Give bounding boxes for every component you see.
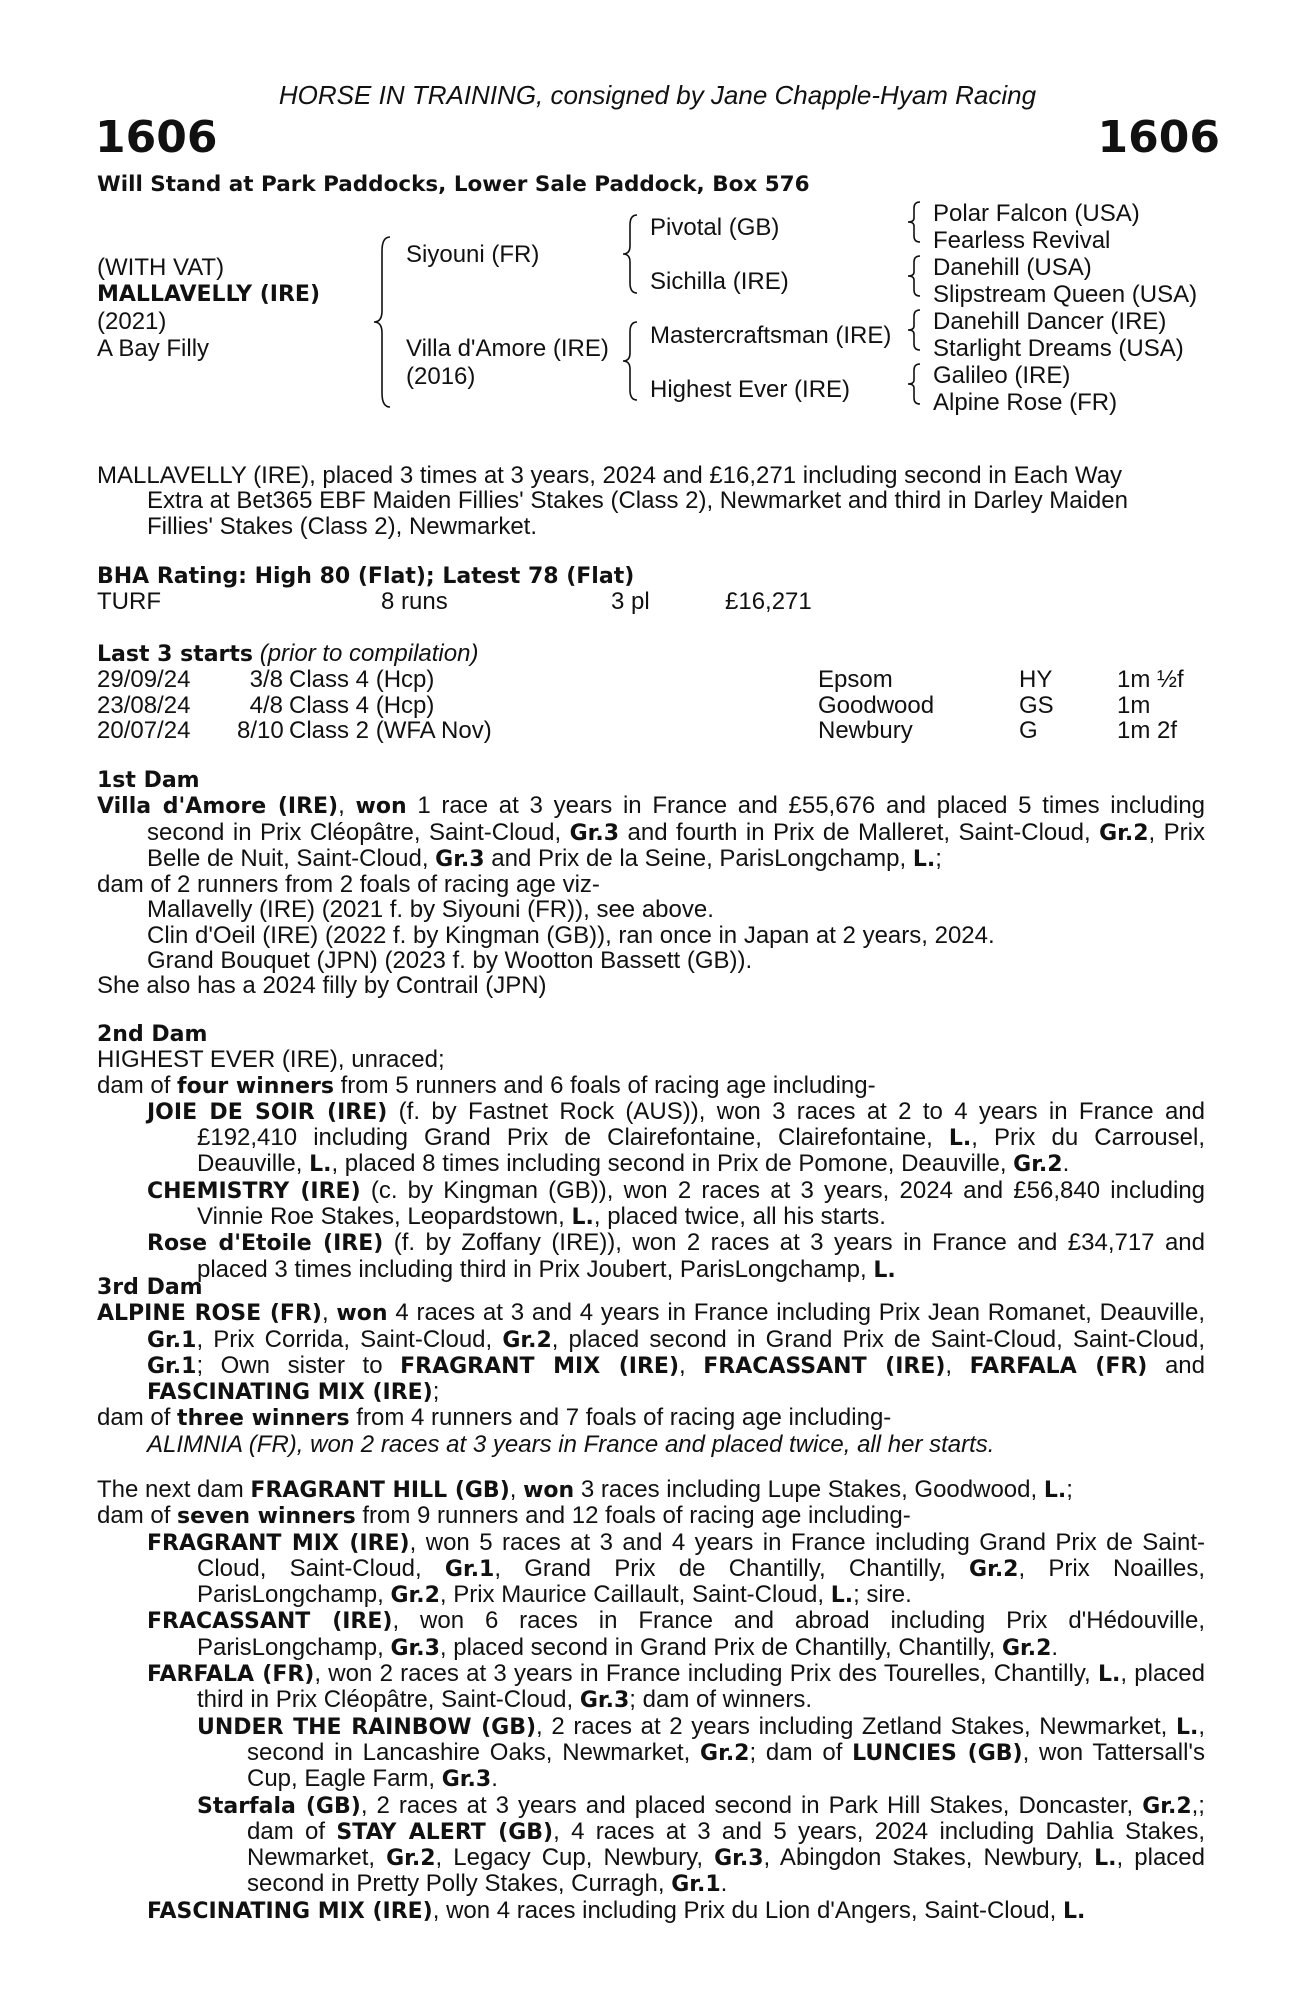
won-label: won [355,794,407,820]
produce-summary: dam of 2 runners from 2 foals of racing age viz- [97,871,600,899]
last-starts-title: Last 3 starts [97,642,254,667]
first-dam-heading: 1st Dam [97,768,200,793]
start-going: HY [1019,666,1053,694]
ancestor-ssd: Fearless Revival [933,227,1111,254]
brace-ss [905,200,923,244]
third-dam-name: ALPINE ROSE (FR) [97,1301,322,1327]
summary-line: Fillies' Stakes (Class 2), Newmarket. [147,512,537,540]
record-text: and [1147,1351,1205,1379]
record-text: , won 5 races at 3 and 4 years in France including Grand Prix de Saint-Cloud, Saint-Cloud, [197,1528,1206,1582]
dam-sire: Mastercraftsman (IRE) [650,322,892,349]
produce-name: UNDER THE RAINBOW (GB) [197,1714,537,1740]
record-text: The next dam [97,1476,251,1503]
second-dam-section [97,1022,1205,1283]
start-distance: 1m [1117,691,1151,719]
rating-runs: 8 runs [381,588,448,616]
winners-count: three winners [177,1406,350,1432]
grade-label: L. [1097,1662,1121,1688]
sibling-name: FASCINATING MIX (IRE) [147,1380,433,1406]
produce-entry [97,1099,1205,1178]
grade-label: Gr.2 [386,1846,436,1872]
grade-label: Gr.3 [714,1846,764,1872]
table-row [97,667,1205,692]
produce-name: FRACASSANT (IRE) [147,1609,393,1635]
grade-label: Gr.3 [569,820,620,846]
winners-count: four winners [177,1073,334,1099]
produce-summary [97,1503,1205,1529]
record-text: , Prix Belle de Nuit, Saint-Cloud, [147,818,1206,872]
record-text: , Prix Corrida, Saint-Cloud, [196,1325,503,1353]
dam-dam: Highest Ever (IRE) [650,376,851,403]
grade-label: Gr.2 [1099,820,1149,846]
foaling-year: (2021) [97,308,167,335]
record-text: . [491,1765,498,1793]
record-text: (f. by Fastnet Rock (AUS)), won 3 races at 2 to 4 years in France and £192,410 including Grand Prix de Clairefontaine, Clairefontaine, [197,1097,1206,1152]
table-row [97,718,1205,743]
record-text: , placed third in Prix Cléopâtre, Saint-Cloud, [197,1660,1205,1714]
ancestor-sss: Polar Falcon (USA) [933,200,1140,227]
record-text: ; [935,844,942,872]
start-class: Class 4 (Hcp) [289,666,435,694]
start-distance: 1m ½f [1117,666,1184,694]
racing-summary [97,463,1205,539]
grade-label: Gr.3 [441,1767,492,1793]
sire-name: Siyouni (FR) [406,241,540,268]
produce-entry [97,1898,1205,1924]
record-text: , won 2 races at 3 years in France including Prix des Tourelles, Chantilly, [314,1660,1098,1688]
record-text: ; dam of winners. [629,1686,813,1714]
record-text: ; Own sister to [196,1351,401,1379]
next-dam-record [97,1477,1205,1503]
produce-line: Clin d'Oeil (IRE) (2022 f. by Kingman (GB)), ran once in Japan at 2 years, 2024. [147,921,995,949]
produce-name: JOIE DE SOIR (IRE) [147,1099,388,1125]
record-text: , Prix Noailles, ParisLongchamp, [197,1554,1205,1609]
produce-entry [97,1793,1205,1898]
produce-name: FRAGRANT MIX (IRE) [147,1530,410,1556]
produce-name: Rose d'Etoile (IRE) [147,1231,384,1257]
summary-line: MALLAVELLY (IRE), placed 3 times at 3 years, 2024 and £16,271 including second in Each Way [97,462,1123,489]
record-text: ; sire. [853,1581,912,1609]
produce-name: Starfala (GB) [197,1793,361,1819]
record-text: , Prix du Carrousel, Deauville, [197,1124,1206,1178]
record-text: dam of [97,1502,178,1530]
record-text: , [679,1351,704,1379]
produce-summary [97,1405,1205,1431]
grade-label: Gr.2 [390,1583,440,1609]
record-text: , second in Lancashire Oaks, Newmarket, [247,1712,1205,1766]
produce-line: Grand Bouquet (JPN) (2023 f. by Wootton Bassett (GB)). [147,947,753,975]
produce-entry [97,1608,1205,1661]
sire-dam: Sichilla (IRE) [650,268,789,295]
ancestor-dss: Danehill Dancer (IRE) [933,308,1167,335]
grade-label: Gr.2 [1001,1635,1052,1661]
record-text: , Abingdon Stakes, Newbury, [763,1844,1095,1872]
record-text: dam of [97,1404,178,1432]
vat-note: (WITH VAT) [97,254,225,281]
record-text: ,; dam of [247,1791,1205,1845]
start-class: Class 4 (Hcp) [289,691,435,719]
produce-name: STAY ALERT (GB) [336,1819,554,1845]
consignor-header: HORSE IN TRAINING, consigned by Jane Chapple-Hyam Racing [278,80,1037,110]
ancestor-dds: Galileo (IRE) [933,362,1071,389]
grade-label: Gr.1 [444,1556,495,1582]
produce-name: FASCINATING MIX (IRE) [147,1898,433,1924]
start-going: GS [1019,691,1054,719]
produce-name: LUNCIES (GB) [852,1740,1023,1766]
record-text: , won 6 races in France and abroad including Prix d'Hédouville, ParisLongchamp, [197,1607,1205,1661]
record-text: 1 race at 3 years in France and £55,676 and placed 5 times including second in Prix Cléopâtre, Saint-Cloud, [147,792,1206,846]
produce-note: She also has a 2024 filly by Contrail (JPN) [97,972,547,1000]
horse-name: MALLAVELLY (IRE) [97,282,321,307]
grade-label: Gr.2 [969,1556,1019,1582]
record-text: . [1062,1150,1070,1178]
record-text: , placed twice, all his starts. [593,1203,886,1231]
table-row [97,693,1205,718]
sibling-name: FRAGRANT MIX (IRE) [400,1353,680,1379]
record-text: and fourth in Prix de Malleret, Saint-Cloud, [619,818,1100,846]
brace-dd [905,362,923,406]
rating-surface: TURF [97,588,161,616]
dam-year: (2016) [406,363,476,390]
record-text: 4 races at 3 and 4 years in France including Prix Jean Romanet, Deauville, [387,1299,1205,1327]
grade-label: L. [912,846,936,872]
record-text: 3 races including Lupe Stakes, Goodwood, [574,1476,1044,1503]
start-position: 3/8 [249,666,283,694]
first-dam-record: Villa d'Amore (IRE), won 1 race at 3 years in France and £55,676 and placed 5 times including second in Prix Cléopâtre, Saint-Cloud, Gr.3 and fourth in Prix de Malleret, Saint-Cloud, Gr.2, Prix Belle de Nuit, Saint-Cloud, Gr.3 and Prix de la Seine, ParisLongchamp, L.; [97,792,1206,872]
record-text: ; [432,1378,440,1406]
third-dam-record: ALPINE ROSE (FR), won 4 races at 3 and 4 years in France including Prix Jean Romanet, Deauville, Gr.1, Prix Corrida, Saint-Cloud, Gr.2, placed second in Grand Prix de Saint-Cloud, Saint-Cloud, Gr.1; Own sister to FRAGRANT MIX (IRE), FRACASSANT (IRE), FARFALA (FR) and FASCINATING MIX (IRE); [97,1299,1205,1406]
start-class: Class 2 (WFA Nov) [289,716,492,744]
last-starts-note: (prior to compilation) [259,640,479,667]
rating-block [97,564,1205,615]
next-dam-section [97,1477,1205,1924]
produce-line: Mallavelly (IRE) (2021 f. by Siyouni (FR)), see above. [147,896,714,924]
produce-line: ALIMNIA (FR), won 2 races at 3 years in France and placed twice, all her starts. [147,1430,995,1458]
record-text: , Prix Maurice Caillault, Saint-Cloud, [439,1581,831,1609]
record-text: ; [1066,1476,1073,1503]
sibling-name: FARFALA (FR) [969,1353,1148,1379]
record-text: . [720,1870,728,1898]
record-text: , 2 races at 3 years and placed second in Park Hill Stakes, Doncaster, [360,1791,1143,1819]
record-text: dam of [97,1071,178,1099]
record-text: . [1051,1633,1059,1661]
start-position: 4/8 [249,691,283,719]
rating-stats-row [97,589,1205,614]
rating-placed: 3 pl [611,588,650,616]
grade-label: Gr.3 [579,1688,630,1714]
won-label: won [523,1478,575,1503]
grade-label: L. [1094,1846,1117,1872]
produce-entry [97,1661,1205,1714]
brace-main [370,235,394,409]
next-dam-name: FRAGRANT HILL (GB) [250,1478,510,1503]
record-text: , 2 races at 2 years including Zetland Stakes, Newmarket, [536,1712,1176,1740]
record-text: , placed second in Grand Prix de Saint-Cloud, Saint-Cloud, [551,1325,1205,1353]
start-distance: 1m 2f [1117,716,1178,744]
lot-number-left: 1606 [95,112,218,163]
record-text: , [509,1476,524,1503]
second-dam-heading: 2nd Dam [97,1022,208,1047]
grade-label: L. [1175,1714,1199,1740]
record-text: , 4 races at 3 and 5 years, 2024 including Dahlia Stakes, Newmarket, [247,1817,1205,1872]
sibling-name: FRACASSANT (IRE) [703,1353,946,1379]
grade-label: L. [571,1205,594,1231]
record-text: ; dam of [749,1738,853,1766]
brace-sire [620,213,640,295]
dam-name: Villa d'Amore (IRE) [406,335,609,362]
record-text: , placed 8 times including second in Prix de Pomone, Deauville, [331,1150,1014,1178]
ancestor-dsd: Starlight Dreams (USA) [933,335,1184,362]
grade-label: Gr.2 [1142,1793,1192,1819]
second-dam-name-line: HIGHEST EVER (IRE), unraced; [97,1046,445,1074]
first-dam-name: Villa d'Amore (IRE) [97,794,339,820]
ancestor-sds: Danehill (USA) [933,254,1092,281]
last-starts-heading [97,641,1205,667]
record-text: , placed second in Grand Prix de Chantilly, Chantilly, [439,1633,1002,1661]
horse-description: A Bay Filly [97,335,210,362]
produce-entry [97,1530,1205,1609]
grade-label: Gr.2 [502,1327,552,1353]
start-date: 20/07/24 [97,716,191,744]
grade-label: L. [1043,1478,1067,1503]
produce-entry [97,1714,1205,1793]
record-text: and Prix de la Seine, ParisLongchamp, [484,844,913,872]
record-text: from 4 runners and 7 foals of racing age including- [349,1404,892,1432]
grade-label: Gr.1 [147,1353,197,1379]
record-text: , placed second in Pretty Polly Stakes, Curragh, [247,1844,1205,1898]
record-text: (c. by Kingman (GB)), won 2 races at 3 years, 2024 and £56,840 including Vinnie Roe Stakes, Leopardstown, [197,1176,1206,1231]
grade-label: L. [873,1257,896,1283]
brace-ds [905,308,923,352]
produce-summary [97,1073,1205,1099]
first-dam-section [97,768,1205,999]
record-text: (f. by Zoffany (IRE)), won 2 races at 3 years in France and £34,717 and placed 3 times including third in Prix Joubert, ParisLongchamp, [197,1229,1205,1283]
start-date: 23/08/24 [97,691,191,719]
produce-name: FARFALA (FR) [147,1662,315,1688]
brace-sd [905,254,923,298]
record-text: from 9 runners and 12 foals of racing age including- [355,1502,911,1530]
record-text: , won 4 races including Prix du Lion d'Angers, Saint-Cloud, [432,1896,1063,1924]
record-text: , Grand Prix de Chantilly, Chantilly, [494,1554,970,1582]
record-text: , [945,1351,970,1379]
record-text: , won Tattersall's Cup, Eagle Farm, [247,1738,1206,1793]
grade-label: Gr.2 [700,1740,750,1766]
rating-title: BHA Rating: High 80 (Flat); Latest 78 (Flat) [97,564,635,589]
grade-label: Gr.3 [435,846,485,872]
won-label: won [336,1301,388,1327]
ancestor-sdd: Slipstream Queen (USA) [933,281,1198,308]
start-course: Newbury [818,716,913,744]
grade-label: Gr.2 [1013,1152,1063,1178]
grade-label: L. [1063,1898,1086,1924]
start-course: Epsom [818,666,893,694]
grade-label: L. [830,1583,854,1609]
grade-label: L. [309,1152,332,1178]
sire-sire: Pivotal (GB) [650,214,780,241]
grade-label: Gr.1 [671,1872,721,1898]
winners-count: seven winners [177,1504,356,1530]
last-starts-block [97,641,1205,743]
start-course: Goodwood [818,691,935,719]
brace-dam [620,320,640,402]
ancestor-ddd: Alpine Rose (FR) [933,389,1118,416]
start-position: 8/10 [237,716,284,744]
grade-label: L. [948,1126,972,1152]
produce-entry [97,1178,1205,1231]
stand-location: Will Stand at Park Paddocks, Lower Sale Paddock, Box 576 [97,172,810,197]
start-date: 29/09/24 [97,666,191,694]
grade-label: Gr.3 [390,1635,440,1661]
lot-number-right: 1606 [1097,112,1220,163]
record-text: , Legacy Cup, Newbury, [435,1844,715,1872]
start-going: G [1019,716,1038,744]
rating-prize: £16,271 [725,588,812,616]
third-dam-section [97,1275,1205,1457]
third-dam-heading: 3rd Dam [97,1275,203,1300]
record-text: from 5 runners and 6 foals of racing age including- [333,1071,876,1099]
produce-name: CHEMISTRY (IRE) [147,1178,361,1204]
summary-line: Extra at Bet365 EBF Maiden Fillies' Stakes (Class 2), Newmarket and third in Darley Maiden [147,487,1128,515]
grade-label: Gr.1 [147,1327,197,1353]
